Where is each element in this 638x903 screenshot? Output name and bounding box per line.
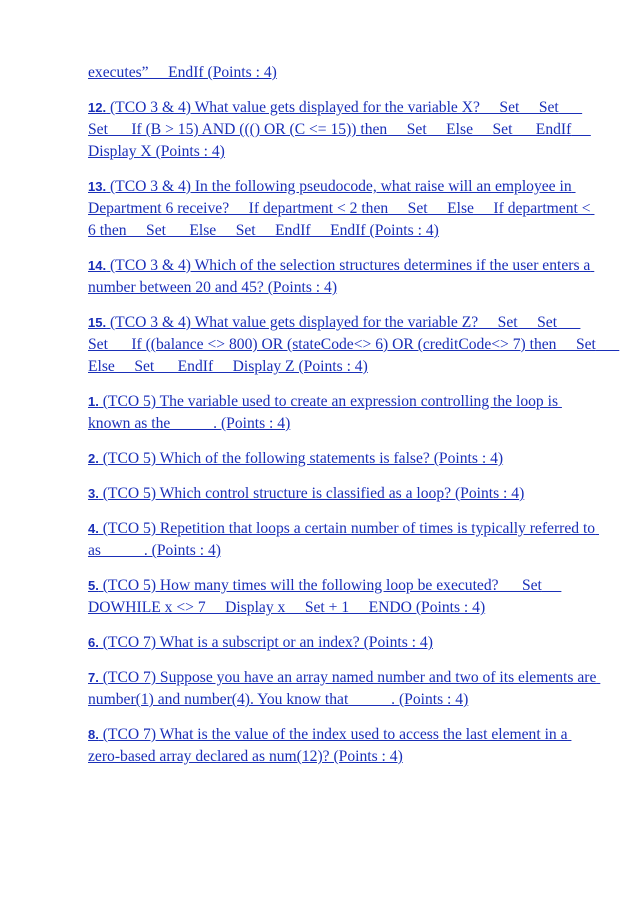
question-text: (TCO 5) The variable used to create an expression controlling the loop is known as the _____. (Points : 4) xyxy=(88,393,562,432)
question-text: (TCO 3 & 4) Which of the selection structures determines if the user enters a number between 20 and 45? (Points : 4) xyxy=(88,257,595,296)
question-13[interactable] xyxy=(88,176,598,242)
question-2[interactable] xyxy=(88,448,598,470)
question-number: 4. xyxy=(88,521,99,536)
question-number: 5. xyxy=(88,578,99,593)
question-text: (TCO 7) Suppose you have an array named number and two of its elements are number(1) and number(4). You know that _____. (Points : 4) xyxy=(88,669,601,708)
question-8[interactable] xyxy=(88,724,598,768)
question-number: 6. xyxy=(88,635,99,650)
question-number: 2. xyxy=(88,451,99,466)
question-text: (TCO 5) Which of the following statements is false? (Points : 4) xyxy=(98,450,504,467)
question-text: (TCO 7) What is a subscript or an index? (Points : 4) xyxy=(98,634,433,651)
question-12[interactable] xyxy=(88,97,598,163)
question-number: 15. xyxy=(88,315,107,330)
question-6[interactable] xyxy=(88,632,598,654)
question-text: executes” EndIf (Points : 4) xyxy=(88,64,277,81)
question-fragment[interactable] xyxy=(88,62,598,84)
question-number: 7. xyxy=(88,670,99,685)
question-number: 3. xyxy=(88,486,99,501)
question-text: (TCO 5) Repetition that loops a certain number of times is typically referred to as _____. (Points : 4) xyxy=(88,520,600,559)
question-text: (TCO 3 & 4) What value gets displayed for the variable X? Set Set Set If (B > 15) AND ((() OR (C <= 15)) then Set Else Set EndIf Display X (Points : 4) xyxy=(88,99,591,160)
question-text: (TCO 7) What is the value of the index used to access the last element in a zero-based array declared as num(12)? (Points : 4) xyxy=(88,726,572,765)
question-text: (TCO 3 & 4) What value gets displayed for the variable Z? Set Set Set If ((balance <> 800) OR (stateCode<> 6) OR (creditCode<> 7) then Set Else Set EndIf Display Z (Points : 4) xyxy=(88,314,620,375)
question-number: 8. xyxy=(88,727,99,742)
question-3[interactable] xyxy=(88,483,598,505)
question-1[interactable] xyxy=(88,391,598,435)
question-14[interactable] xyxy=(88,255,598,299)
question-5[interactable] xyxy=(88,575,598,619)
question-7[interactable] xyxy=(88,667,601,711)
question-number: 13. xyxy=(88,179,107,194)
question-15[interactable] xyxy=(88,312,620,378)
question-number: 14. xyxy=(88,258,107,273)
question-number: 12. xyxy=(88,100,107,115)
question-4[interactable] xyxy=(88,518,598,562)
question-text: (TCO 5) How many times will the following loop be executed? Set DOWHILE x <> 7 Display x Set + 1 ENDO (Points : 4) xyxy=(88,577,562,616)
question-text: (TCO 3 & 4) In the following pseudocode, what raise will an employee in Department 6 receive? If department < 2 then Set Else If department < 6 then Set Else Set EndIf EndIf (Points : 4) xyxy=(88,178,595,239)
question-text: (TCO 5) Which control structure is classified as a loop? (Points : 4) xyxy=(98,485,525,502)
question-number: 1. xyxy=(88,394,99,409)
